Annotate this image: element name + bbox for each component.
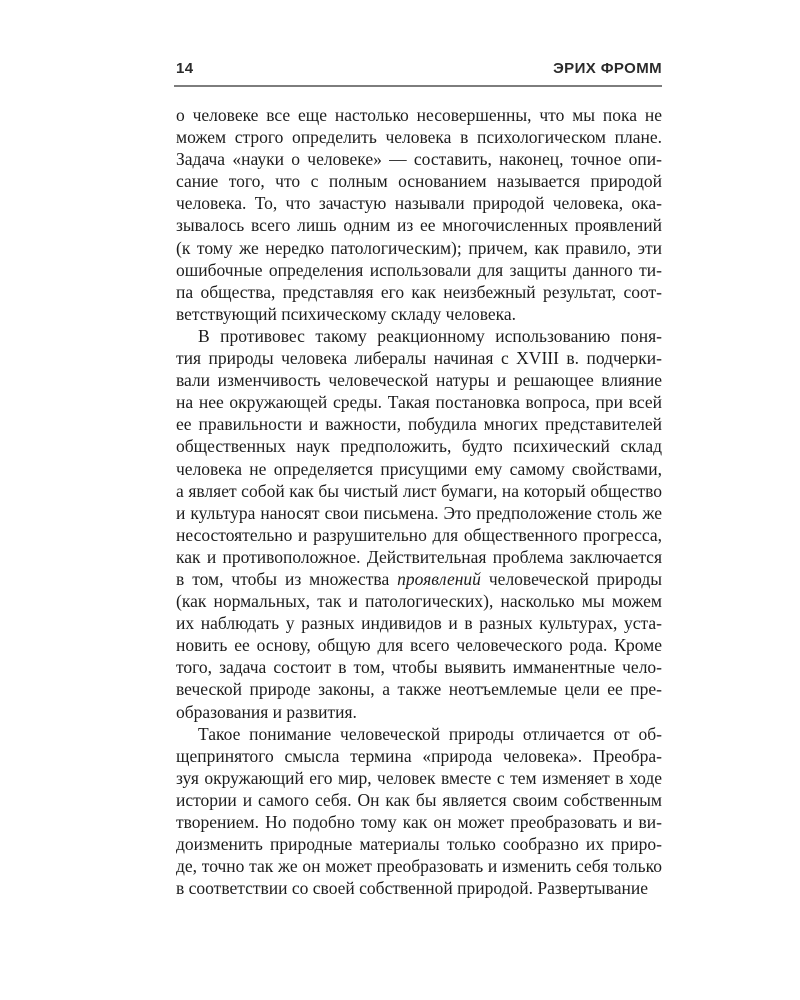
text-line: истории и самого себя. Он как бы является своим собственным — [176, 789, 662, 810]
text-line: творением. Но подобно тому как он может преобразовать и ви- — [176, 812, 662, 832]
text-line: Задача «науки о человеке» — составить, наконец, точное опи- — [176, 149, 662, 170]
text-line: а являет собой как бы чистый лист бумаги, на который общество — [176, 480, 662, 501]
text-line: (к тому же нередко патологическим); причем, как правило, эти — [176, 237, 662, 258]
paragraph — [176, 723, 662, 900]
text-line: щепринятого смысла термина «природа человека». Преобра- — [176, 745, 662, 766]
text-line: их наблюдать у разных индивидов и в разных культурах, уста- — [176, 613, 662, 634]
text-line: общественных наук предположить, будто психический склад — [176, 436, 662, 457]
text-line: (как нормальных, так и патологических), насколько мы можем — [176, 591, 662, 612]
text-line: па общества, представляя его как неизбежный результат, соот- — [176, 281, 662, 302]
text-line: зывалось всего лишь одним из ее многочисленных проявлений — [176, 215, 662, 236]
text-block — [176, 104, 662, 899]
text-line: сание того, что с полным основанием называется природой — [176, 171, 662, 192]
text-line: образования и развития. — [176, 701, 357, 722]
text-line: человека не определяется присущими ему самому свойствами, — [176, 458, 662, 479]
text-line: Такое понимание человеческой природы отличается от об- — [198, 723, 662, 744]
running-title: ЭРИХ ФРОММ — [553, 60, 662, 77]
text-line: доизменить природные материалы только сообразно их приро- — [176, 834, 662, 855]
page-number: 14 — [176, 60, 194, 77]
emphasized-text: проявлений — [397, 568, 481, 589]
text-run: человеческой природы — [480, 568, 662, 589]
text-line — [176, 568, 662, 590]
text-line: человека. То, что зачастую называли природой человека, ока- — [176, 193, 662, 214]
paragraph — [176, 325, 662, 723]
text-line: ошибочные определения использовали для защиты данного ти- — [176, 259, 662, 280]
text-line: зуя окружающий его мир, человек вместе с тем изменяет в ходе — [176, 767, 662, 788]
text-line: как и противоположное. Действительная проблема заключается — [176, 546, 662, 567]
text-line: того, задача состоит в том, чтобы выявить имманентные чело- — [176, 657, 662, 678]
paragraph — [176, 104, 662, 325]
text-line: де, точно так же он может преобразовать и изменить себя только — [176, 856, 662, 877]
text-line: вали изменчивость человеческой натуры и решающее влияние — [176, 370, 662, 391]
text-line: веческой природе законы, а также неотъемлемые цели ее пре- — [176, 679, 662, 700]
text-line: на нее окружающей среды. Такая постановка вопроса, при всей — [176, 392, 662, 413]
text-line: В противовес такому реакционному использованию поня- — [198, 325, 662, 346]
text-line: ветствующий психическому складу человека. — [176, 303, 517, 324]
text-line: в соответствии со своей собственной природой. Развертывание — [176, 878, 648, 899]
text-line: и культура наносят свои письмена. Это предположение столь же — [176, 502, 662, 523]
text-line: о человеке все еще настолько несовершенны, что мы пока не — [176, 105, 662, 125]
header-rule — [174, 85, 662, 87]
text-line: ее правильности и важности, побудила многих представителей — [176, 414, 662, 435]
text-run: в том, чтобы из множества — [176, 568, 398, 589]
text-line: тия природы человека либералы начиная с XVIII в. подчерки- — [176, 348, 662, 369]
page-header — [176, 60, 662, 77]
text-line: несостоятельно и разрушительно для общественного прогресса, — [176, 524, 662, 545]
text-line: можем строго определить человека в психологическом плане. — [176, 127, 662, 148]
text-line: новить ее основу, общую для всего человеческого рода. Кроме — [176, 635, 662, 656]
